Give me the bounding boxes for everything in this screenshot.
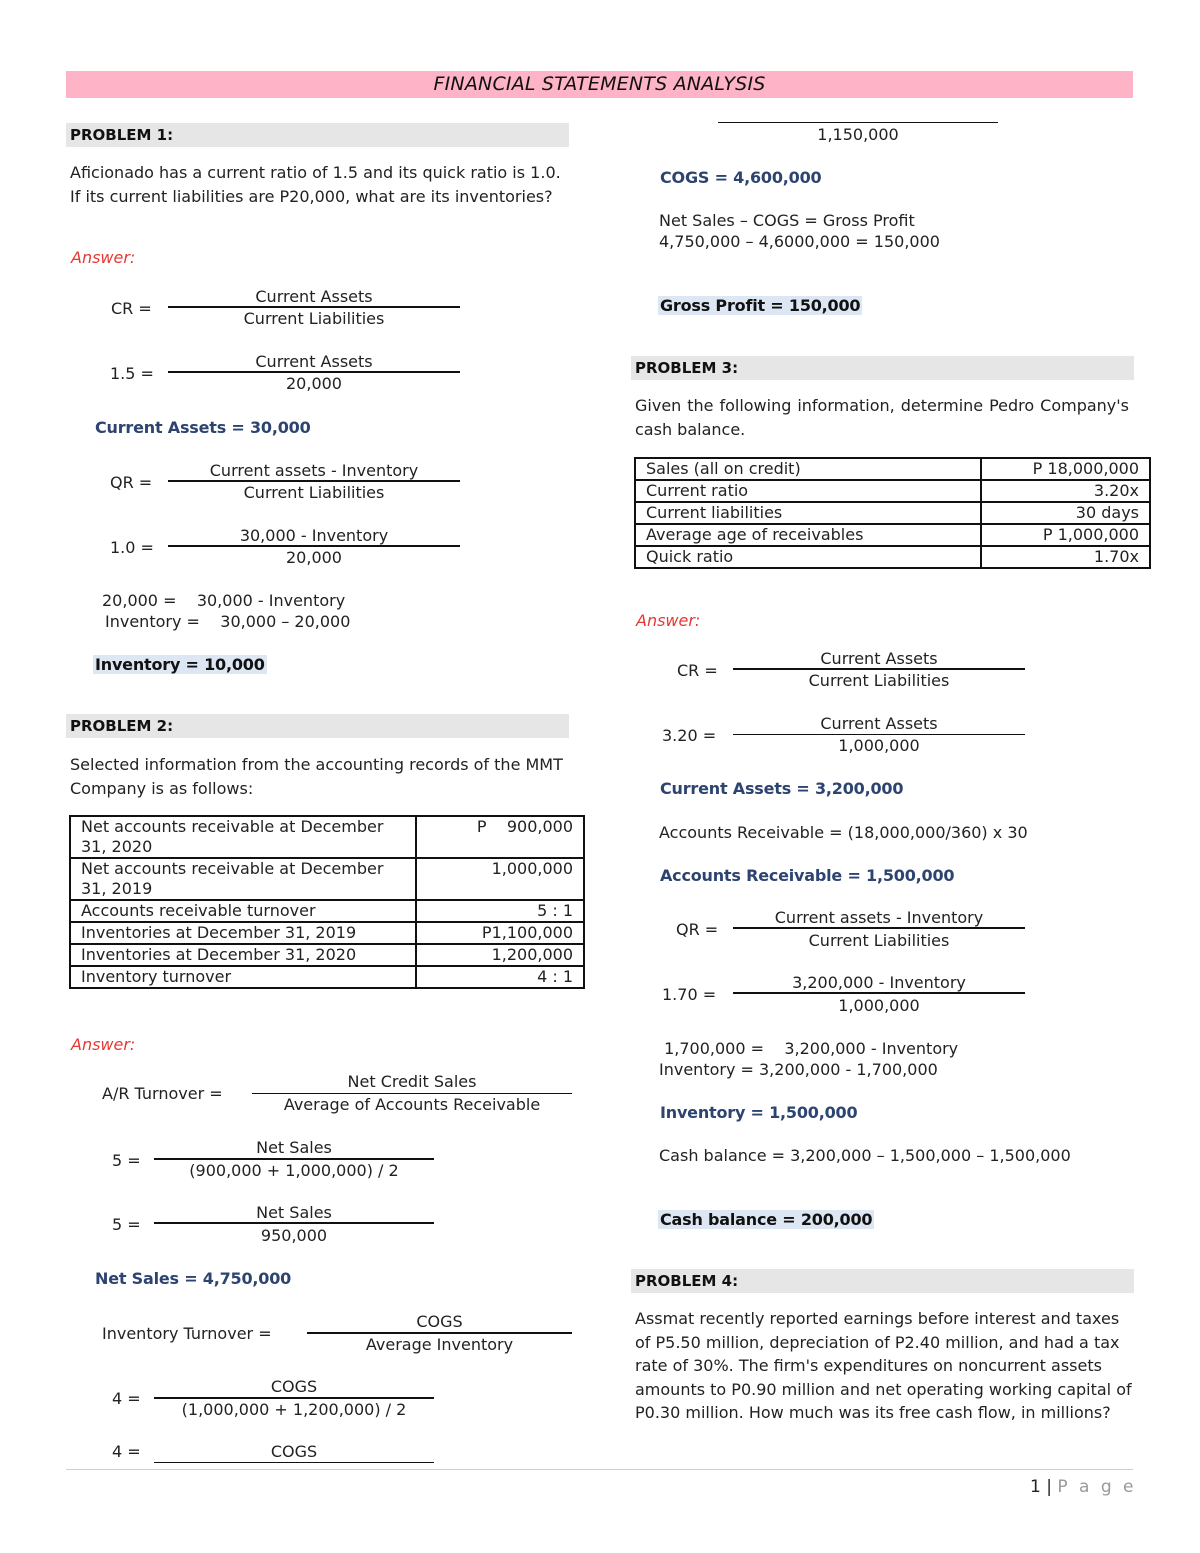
p3-step-line-1: 1,700,000 = 3,200,000 - Inventory	[659, 1039, 959, 1058]
p3-data-table	[634, 457, 1151, 569]
page-footer	[1030, 1477, 1137, 1497]
table-row: Accounts receivable turnover 5 : 1	[70, 900, 584, 922]
p3-result-inventory: Inventory = 1,500,000	[660, 1103, 858, 1122]
page-number: 1	[1030, 1477, 1041, 1497]
table-row: Sales (all on credit) P 18,000,000	[635, 458, 1150, 480]
problem-3-heading: PROBLEM 3:	[631, 356, 1134, 380]
p3-step-line-2: Inventory = 3,200,000 - 1,700,000	[659, 1060, 938, 1079]
p3-step-cash-balance: Cash balance = 3,200,000 – 1,500,000 – 1,500,000	[659, 1146, 1071, 1165]
problem-1-heading: PROBLEM 1:	[66, 123, 569, 147]
problem-3-question: Given the following information, determine Pedro Company's cash balance.	[635, 396, 1129, 439]
problem-2-question: Selected information from the accounting records of the MMT Company is as follows:	[70, 755, 563, 798]
page-title: FINANCIAL STATEMENTS ANALYSIS	[66, 71, 1133, 98]
problem-2-heading: PROBLEM 2:	[66, 714, 569, 738]
problem-4-heading: PROBLEM 4:	[631, 1269, 1134, 1293]
table-row: Inventory turnover 4 : 1	[70, 966, 584, 988]
p2-step-line-1: Net Sales – COGS = Gross Profit	[659, 211, 915, 230]
problem-4-question: Assmat recently reported earnings before interest and taxes of P5.50 million, depreciation of P2.40 million, and had a tax rate of 30%. The firm's expenditures on noncurrent assets amounts to P0.90 million and net operating working capital of P0.30 million. How much was its free cash flow, in millions?	[635, 1309, 1132, 1422]
p3-step-accounts-receivable: Accounts Receivable = (18,000,000/360) x 30	[659, 823, 1028, 842]
table-row: Current liabilities 30 days	[635, 502, 1150, 524]
p3-result-cash-balance: Cash balance = 200,000	[660, 1210, 873, 1229]
table-row: Inventories at December 31, 2019 P1,100,000	[70, 922, 584, 944]
table-row: Current ratio 3.20x	[635, 480, 1150, 502]
table-row: Inventories at December 31, 2020 1,200,000	[70, 944, 584, 966]
problem-1-answer-label: Answer:	[71, 248, 136, 267]
p1-result-current-assets: Current Assets = 30,000	[95, 418, 311, 437]
p1-step-line-1: 20,000 = 30,000 - Inventory	[102, 591, 346, 610]
p1-step-line-2: Inventory = 30,000 – 20,000	[105, 612, 351, 631]
p2-result-net-sales: Net Sales = 4,750,000	[95, 1269, 292, 1288]
page-word: P a g e	[1057, 1477, 1137, 1497]
p2-step-line-2: 4,750,000 – 4,6000,000 = 150,000	[659, 232, 940, 251]
footer-divider	[66, 1469, 1133, 1470]
table-row: Quick ratio 1.70x	[635, 546, 1150, 568]
p1-result-inventory: Inventory = 10,000	[95, 655, 265, 674]
table-row: Net accounts receivable at December 31, 2019 1,000,000	[70, 858, 584, 900]
table-row: Net accounts receivable at December 31, 2020 P 900,000	[70, 816, 584, 858]
p2-result-gross-profit: Gross Profit = 150,000	[660, 296, 861, 315]
problem-3-answer-label: Answer:	[636, 611, 701, 630]
p2-data-table	[69, 815, 585, 989]
problem-1-question: Aficionado has a current ratio of 1.5 and its quick ratio is 1.0. If its current liabilities are P20,000, what are its inventories?	[70, 163, 561, 206]
problem-2-answer-label: Answer:	[71, 1035, 136, 1054]
p2-result-cogs: COGS = 4,600,000	[660, 168, 822, 187]
page-separator: |	[1046, 1477, 1052, 1497]
p3-result-accounts-receivable: Accounts Receivable = 1,500,000	[660, 866, 955, 885]
table-row: Average age of receivables P 1,000,000	[635, 524, 1150, 546]
p3-result-current-assets: Current Assets = 3,200,000	[660, 779, 904, 798]
